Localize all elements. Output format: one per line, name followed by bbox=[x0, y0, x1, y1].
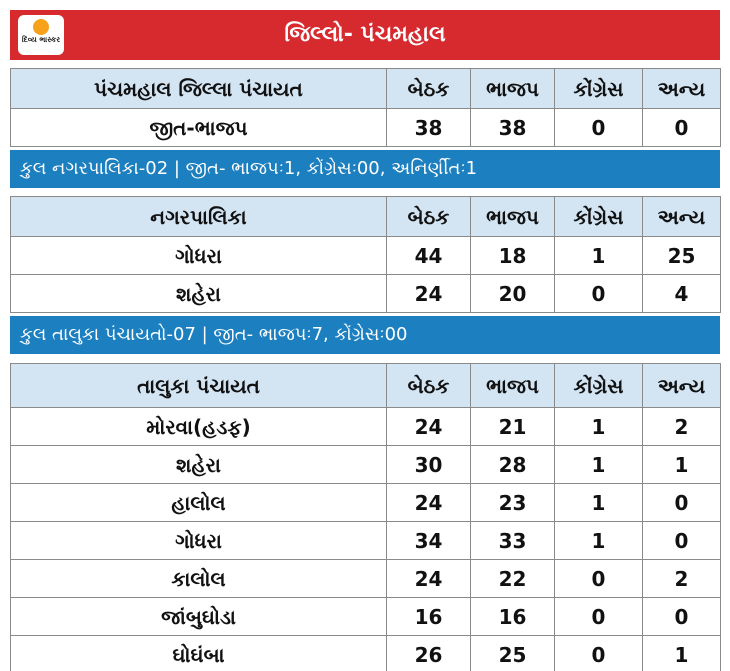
column-header: ભાજપ bbox=[471, 69, 555, 109]
table-row bbox=[11, 484, 721, 522]
table-cell: 16 bbox=[471, 598, 555, 636]
column-header: કોંગ્રેસ bbox=[555, 364, 643, 408]
district-panchayat-table bbox=[10, 68, 721, 147]
table-header-row bbox=[11, 69, 721, 109]
table-cell: 1 bbox=[555, 237, 643, 275]
taluka-summary-bar: કુલ તાલુકા પંચાયતો-07 | જીત- ભાજપઃ7, કોંગ્રેસઃ00 bbox=[10, 316, 720, 354]
table-cell: મોરવા(હડફ) bbox=[11, 408, 387, 446]
table-cell: જાંબુઘોડા bbox=[11, 598, 387, 636]
table-cell: ગોધરા bbox=[11, 522, 387, 560]
table-cell: 2 bbox=[643, 408, 721, 446]
table-cell: ઘોઘંબા bbox=[11, 636, 387, 671]
table-cell: 21 bbox=[471, 408, 555, 446]
table-row bbox=[11, 446, 721, 484]
municipality-table bbox=[10, 196, 721, 313]
table-cell: 0 bbox=[555, 275, 643, 313]
column-header: કોંગ્રેસ bbox=[555, 69, 643, 109]
column-header: બેઠક bbox=[387, 364, 471, 408]
table-cell: 24 bbox=[387, 275, 471, 313]
column-header: કોંગ્રેસ bbox=[555, 197, 643, 237]
sun-icon bbox=[33, 19, 49, 35]
table-cell: કાલોલ bbox=[11, 560, 387, 598]
table-cell: 33 bbox=[471, 522, 555, 560]
table-cell: 23 bbox=[471, 484, 555, 522]
table-cell: 22 bbox=[471, 560, 555, 598]
column-header: ભાજપ bbox=[471, 197, 555, 237]
table-cell: 0 bbox=[555, 109, 643, 147]
column-header: તાલુકા પંચાયત bbox=[11, 364, 387, 408]
table-cell: 0 bbox=[555, 636, 643, 671]
column-header: પંચમહાલ જિલ્લા પંચાયત bbox=[11, 69, 387, 109]
table-row bbox=[11, 237, 721, 275]
column-header: અન્ય bbox=[643, 364, 721, 408]
table-cell: 1 bbox=[643, 446, 721, 484]
column-header: અન્ય bbox=[643, 197, 721, 237]
taluka-panchayat-table bbox=[10, 363, 721, 671]
table-cell: 34 bbox=[387, 522, 471, 560]
table-cell: 18 bbox=[471, 237, 555, 275]
table-cell: 16 bbox=[387, 598, 471, 636]
column-header: ભાજપ bbox=[471, 364, 555, 408]
table-cell: 24 bbox=[387, 560, 471, 598]
table-cell: 44 bbox=[387, 237, 471, 275]
page-title: જિલ્લો- પંચમહાલ bbox=[284, 22, 446, 47]
table-cell: 20 bbox=[471, 275, 555, 313]
table-row bbox=[11, 275, 721, 313]
column-header: બેઠક bbox=[387, 69, 471, 109]
table-cell: 0 bbox=[643, 484, 721, 522]
table-cell: 0 bbox=[555, 560, 643, 598]
table-cell: હાલોલ bbox=[11, 484, 387, 522]
column-header: બેઠક bbox=[387, 197, 471, 237]
table-cell: 4 bbox=[643, 275, 721, 313]
table-cell: 0 bbox=[643, 522, 721, 560]
table-header-row bbox=[11, 364, 721, 408]
table-cell: 0 bbox=[643, 109, 721, 147]
table-cell: 25 bbox=[643, 237, 721, 275]
table-cell: 24 bbox=[387, 484, 471, 522]
municipality-summary-bar: કુલ નગરપાલિકા-02 | જીત- ભાજપઃ1, કોંગ્રેસઃ00, અનિર્ણીતઃ1 bbox=[10, 150, 720, 188]
table-row bbox=[11, 560, 721, 598]
table-cell: 24 bbox=[387, 408, 471, 446]
table-row bbox=[11, 636, 721, 671]
table-cell: 1 bbox=[643, 636, 721, 671]
table-cell: 1 bbox=[555, 408, 643, 446]
table-cell: 2 bbox=[643, 560, 721, 598]
table-cell: 1 bbox=[555, 522, 643, 560]
table-cell: 38 bbox=[471, 109, 555, 147]
table-cell: 0 bbox=[643, 598, 721, 636]
table-cell: 28 bbox=[471, 446, 555, 484]
table-cell: 30 bbox=[387, 446, 471, 484]
divya-bhaskar-logo bbox=[18, 15, 64, 55]
table-cell: ગોધરા bbox=[11, 237, 387, 275]
table-row bbox=[11, 598, 721, 636]
table-cell: શહેરા bbox=[11, 446, 387, 484]
table-row bbox=[11, 408, 721, 446]
table-row bbox=[11, 109, 721, 147]
table-cell: 1 bbox=[555, 484, 643, 522]
column-header: નગરપાલિકા bbox=[11, 197, 387, 237]
table-cell: 38 bbox=[387, 109, 471, 147]
logo-text: દિવ્ય ભાસ્કર bbox=[21, 35, 61, 44]
table-cell: શહેરા bbox=[11, 275, 387, 313]
table-cell: 0 bbox=[555, 598, 643, 636]
title-bar bbox=[10, 10, 720, 60]
table-cell: 1 bbox=[555, 446, 643, 484]
table-row bbox=[11, 522, 721, 560]
table-cell: 26 bbox=[387, 636, 471, 671]
table-cell: જીત-ભાજપ bbox=[11, 109, 387, 147]
column-header: અન્ય bbox=[643, 69, 721, 109]
table-cell: 25 bbox=[471, 636, 555, 671]
table-header-row bbox=[11, 197, 721, 237]
